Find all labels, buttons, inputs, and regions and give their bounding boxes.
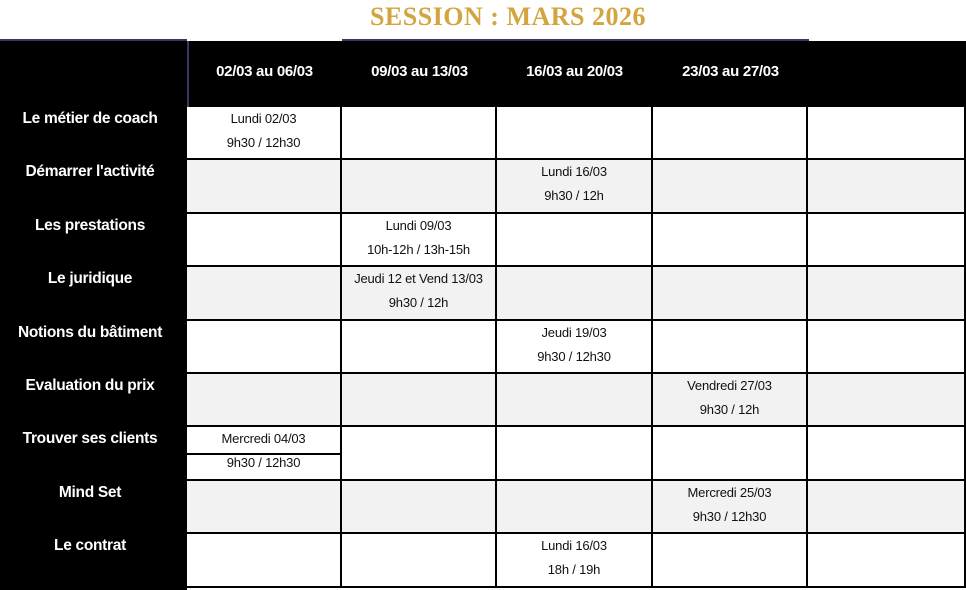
schedule-cell <box>342 427 497 481</box>
session-hours <box>342 130 495 156</box>
session-day <box>342 108 495 130</box>
schedule-cell <box>342 534 497 588</box>
session-hours <box>653 290 806 316</box>
session-hours <box>342 557 495 583</box>
column-header: 16/03 au 20/03 <box>526 63 623 80</box>
schedule-cell <box>653 374 808 427</box>
schedule-cell <box>808 214 966 267</box>
row-label: Le métier de coach <box>22 110 158 127</box>
session-hours <box>653 130 806 156</box>
schedule-cell <box>342 160 497 214</box>
schedule-cell <box>187 374 342 427</box>
session-hours <box>653 183 806 209</box>
session-day <box>808 428 964 450</box>
session-day <box>497 428 651 450</box>
session-hours: 9h30 / 12h <box>699 402 760 417</box>
session-day: Jeudi 19/03 <box>541 325 607 340</box>
session-day <box>653 268 806 290</box>
column-header: 23/03 au 27/03 <box>682 63 779 80</box>
session-hours <box>497 130 651 156</box>
session-day <box>497 482 651 504</box>
schedule-cell <box>342 481 497 534</box>
session-hours <box>342 504 495 530</box>
session-day <box>187 268 340 290</box>
session-hours: 9h30 / 12h30 <box>692 509 767 524</box>
session-hours <box>808 290 964 316</box>
schedule-cell <box>653 107 808 160</box>
session-hours <box>653 237 806 263</box>
schedule-cell <box>342 374 497 427</box>
row-label: Trouver ses clients <box>22 430 158 447</box>
column-header <box>808 41 963 103</box>
session-hours <box>808 344 964 370</box>
session-day <box>808 322 964 344</box>
session-hours <box>497 504 651 530</box>
schedule-cell <box>808 427 966 481</box>
schedule-cell <box>808 534 966 588</box>
schedule-cell <box>808 267 966 321</box>
session-hours <box>342 450 495 476</box>
session-day <box>808 535 964 557</box>
session-hours: 9h30 / 12h30 <box>226 455 301 470</box>
schedule-cell <box>808 481 966 534</box>
session-day: Lundi 09/03 <box>385 218 452 233</box>
session-hours <box>187 397 340 423</box>
row-label: Le contrat <box>54 537 126 554</box>
session-hours: 9h30 / 12h <box>388 295 449 310</box>
schedule-cell <box>808 160 966 214</box>
schedule-cell <box>653 534 808 588</box>
schedule-cell <box>653 160 808 214</box>
schedule-cell <box>187 481 342 534</box>
schedule-cell <box>653 427 808 481</box>
session-day <box>342 535 495 557</box>
schedule-cell <box>808 374 966 427</box>
session-day <box>187 535 340 557</box>
session-day <box>808 215 964 237</box>
session-day <box>342 482 495 504</box>
schedule-cell <box>497 267 653 321</box>
session-day <box>187 215 340 237</box>
schedule-cell <box>497 160 653 214</box>
session-day <box>808 268 964 290</box>
session-day: Lundi 16/03 <box>541 164 607 179</box>
schedule-cell <box>497 481 653 534</box>
session-day <box>653 428 806 450</box>
schedule-cell <box>653 267 808 321</box>
session-hours <box>497 237 651 263</box>
session-day <box>187 161 340 183</box>
session-hours <box>808 504 964 530</box>
session-hours <box>808 397 964 423</box>
session-day <box>497 268 651 290</box>
session-day <box>808 108 964 130</box>
session-day <box>653 215 806 237</box>
session-day <box>342 322 495 344</box>
session-day <box>187 482 340 504</box>
session-day <box>342 161 495 183</box>
schedule-cell <box>342 267 497 321</box>
session-hours: 9h30 / 12h30 <box>537 349 611 364</box>
session-hours <box>342 183 495 209</box>
schedule-cell <box>187 160 342 214</box>
schedule-cell <box>187 267 342 321</box>
schedule-cell <box>187 534 342 588</box>
session-day <box>497 375 651 397</box>
row-label: Notions du bâtiment <box>17 324 163 341</box>
session-hours <box>187 344 340 370</box>
session-day: Mercredi 04/03 <box>221 431 306 446</box>
schedule-cell <box>187 321 342 374</box>
row-label: Evaluation du prix <box>25 377 155 394</box>
session-day <box>808 161 964 183</box>
session-hours: 10h-12h / 13h-15h <box>367 242 470 257</box>
session-day <box>808 375 964 397</box>
schedule-cell <box>342 321 497 374</box>
schedule-cell <box>497 374 653 427</box>
session-hours <box>808 130 964 156</box>
session-day <box>653 161 806 183</box>
session-day <box>653 322 806 344</box>
session-hours <box>187 237 340 263</box>
schedule-cell <box>497 214 653 267</box>
session-day <box>808 482 964 504</box>
session-day: Vendredi 27/03 <box>687 378 772 393</box>
row-label: Le juridique <box>47 270 133 287</box>
column-header: 09/03 au 13/03 <box>371 63 468 80</box>
schedule-cell <box>342 107 497 160</box>
schedule-cell <box>808 107 966 160</box>
session-day: Jeudi 12 et Vend 13/03 <box>354 271 483 286</box>
schedule-cell <box>653 481 808 534</box>
schedule-cell <box>808 321 966 374</box>
session-hours <box>808 557 964 583</box>
session-hours <box>497 290 651 316</box>
row-label: Les prestations <box>34 217 146 234</box>
session-hours: 18h / 19h <box>547 562 601 577</box>
session-day <box>187 375 340 397</box>
session-day: Lundi 02/03 <box>230 111 297 126</box>
row-label: Démarrer l'activité <box>25 163 155 180</box>
session-day: Mercredi 25/03 <box>687 485 772 500</box>
session-hours <box>497 450 651 476</box>
session-hours <box>187 557 340 583</box>
session-hours <box>187 290 340 316</box>
session-hours <box>808 237 964 263</box>
schedule-cell <box>187 214 342 267</box>
column-header: 02/03 au 06/03 <box>216 63 313 80</box>
session-hours <box>342 397 495 423</box>
schedule-cell <box>497 427 653 481</box>
session-day <box>497 215 651 237</box>
session-day: Lundi 16/03 <box>541 538 607 553</box>
session-hours: 9h30 / 12h <box>544 188 604 203</box>
session-day <box>342 428 495 450</box>
session-day <box>342 375 495 397</box>
session-hours <box>187 183 340 209</box>
schedule-cell <box>187 107 342 160</box>
schedule-cell <box>342 214 497 267</box>
session-hours <box>653 344 806 370</box>
session-day <box>187 322 340 344</box>
session-day <box>653 535 806 557</box>
session-hours <box>342 344 495 370</box>
session-hours: 9h30 / 12h30 <box>226 135 301 150</box>
schedule-cell <box>497 534 653 588</box>
schedule-cell <box>497 107 653 160</box>
schedule-cell <box>653 214 808 267</box>
session-hours <box>653 557 806 583</box>
cell-divider <box>187 453 342 455</box>
session-hours <box>187 504 340 530</box>
session-hours <box>808 183 964 209</box>
schedule-cell <box>653 321 808 374</box>
session-title: SESSION : MARS 2026 <box>369 2 647 31</box>
row-label: Mind Set <box>58 484 122 501</box>
session-day <box>653 108 806 130</box>
session-hours <box>653 450 806 476</box>
session-hours <box>808 450 964 476</box>
session-hours <box>497 397 651 423</box>
session-day <box>497 108 651 130</box>
schedule-cell <box>497 321 653 374</box>
